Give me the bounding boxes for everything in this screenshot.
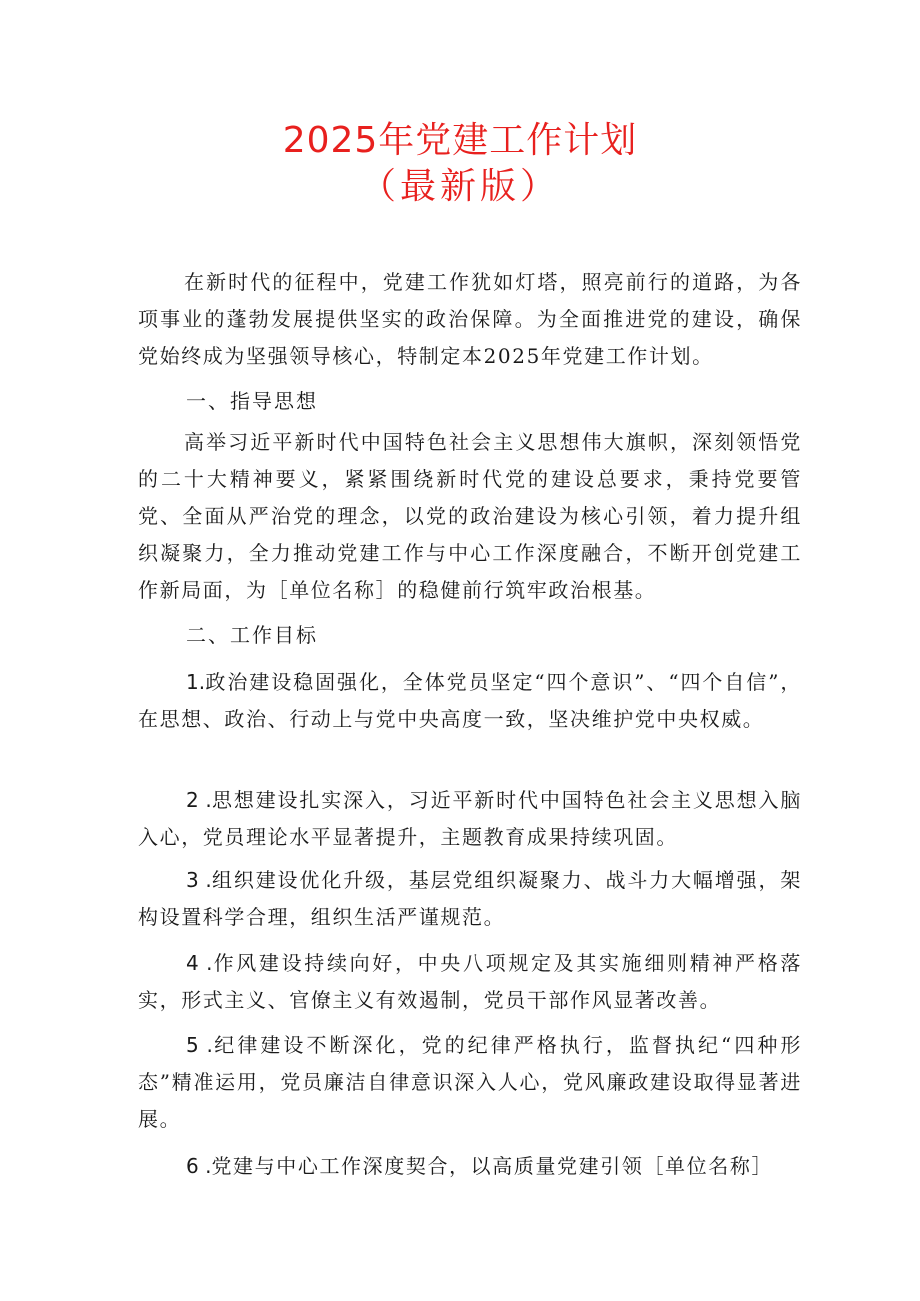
goal-item-3 (138, 862, 802, 936)
goal-item-number: 6 . (186, 1154, 212, 1178)
goal-item-number: 4 . (186, 951, 213, 975)
goal-item-text: 作风建设持续向好，中央八项规定及其实施细则精神严格落实，形式主义、官僚主义有效遏制，党员干部作风显著改善。 (138, 951, 802, 1012)
goal-item-text: 政治建设稳固强化，全体党员坚定“四个意识”、“四个自信”，在思想、政治、行动上与党中央高度一致，坚决维护党中央权威。 (138, 670, 802, 731)
goal-item-number: 5 . (186, 1033, 213, 1057)
goal-item-6 (138, 1148, 802, 1185)
goal-item-5 (138, 1027, 802, 1138)
goal-item-text: 纪律建设不断深化，党的纪律严格执行，监督执纪“四种形态”精准运用，党员廉洁自律意识深入人心，党风廉政建设取得显著进展。 (138, 1033, 802, 1131)
goal-item-text: 组织建设优化升级，基层党组织凝聚力、战斗力大幅增强，架构设置科学合理，组织生活严谨规范。 (138, 868, 802, 929)
document-title: 2025年党建工作计划 (282, 120, 638, 161)
goal-item-number: 3 . (186, 868, 212, 892)
goal-item-text: 思想建设扎实深入，习近平新时代中国特色社会主义思想入脑入心，党员理论水平显著提升，主题教育成果持续巩固。 (138, 788, 802, 849)
section-heading-guiding-ideology: 一、指导思想 (186, 389, 318, 413)
guiding-ideology-paragraph: 高举习近平新时代中国特色社会主义思想伟大旗帜，深刻领悟党的二十大精神要义，紧紧围绕新时代党的建设总要求，秉持党要管党、全面从严治党的理念，以党的政治建设为核心引领，着力提升组织凝聚力，全力推动党建工作与中心工作深度融合，不断开创党建工作新局面，为［单位名称］的稳健前行筑牢政治根基。 (138, 430, 802, 602)
goal-item-2 (138, 782, 802, 856)
intro-paragraph: 在新时代的征程中，党建工作犹如灯塔，照亮前行的道路，为各项事业的蓬勃发展提供坚实的政治保障。为全面推进党的建设，确保党始终成为坚强领导核心，特制定本2025年党建工作计划。 (138, 270, 802, 368)
goal-item-4 (138, 945, 802, 1019)
document-subtitle: （最新版） (359, 166, 560, 207)
goal-item-number: 2 . (186, 788, 212, 812)
goal-item-number: 1. (186, 670, 206, 694)
section-heading-work-goals: 二、工作目标 (186, 623, 318, 647)
goal-item-text: 党建与中心工作深度契合，以高质量党建引领［单位名称］ (211, 1154, 774, 1178)
goal-item-1 (138, 664, 802, 738)
